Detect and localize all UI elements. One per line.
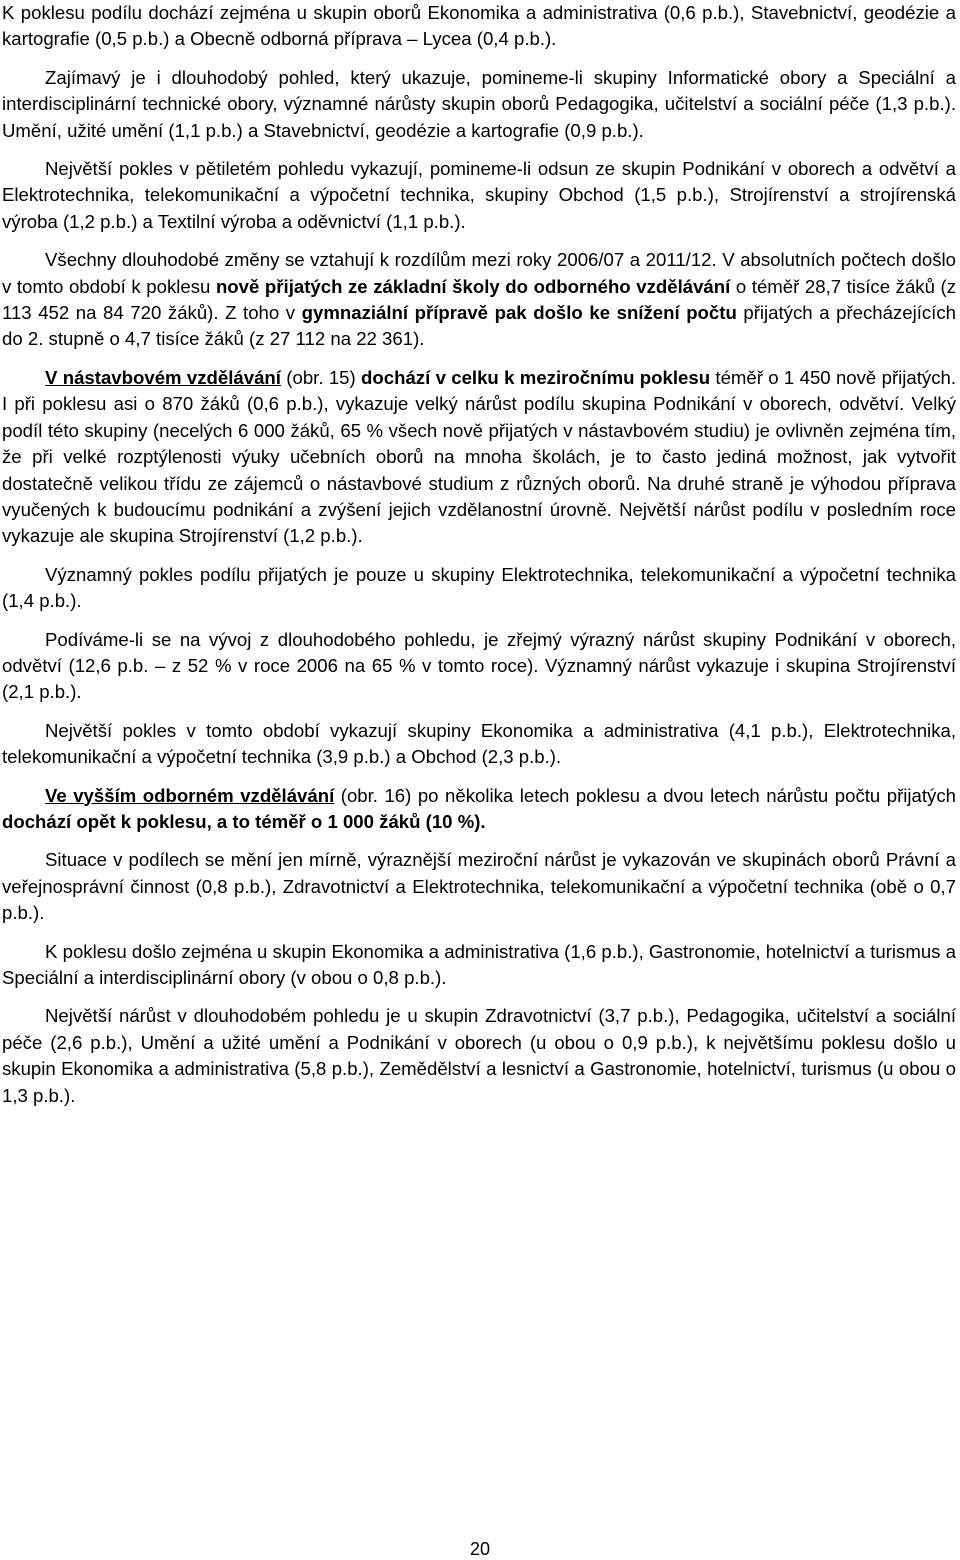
body-text: Významný pokles podílu přijatých je pouze u skupiny Elektrotechnika, telekomunikační a výpočetní technika (1,4 p.b.).	[2, 563, 956, 612]
paragraph	[2, 1003, 956, 1109]
paragraph	[2, 0, 956, 53]
section-heading-text: V nástavbovém vzdělávání	[45, 366, 281, 388]
paragraph	[2, 365, 956, 550]
body-text: K poklesu došlo zejména u skupin Ekonomika a administrativa (1,6 p.b.), Gastronomie, hotelnictví a turismus a Speciální a interdisciplinární obory (v obou o 0,8 p.b.).	[2, 940, 956, 988]
body-text: Největší nárůst v dlouhodobém pohledu je u skupin Zdravotnictví (3,7 p.b.), Pedagogika, učitelství a sociální péče (2,6 p.b.), Umění a užité umění a Podnikání v oborech (u obou o 0,9 p.b.), k největšímu poklesu došlo u skupin Ekonomika a administrativa (5,8 p.b.), Zemědělství a lesnictví a Gastronomie, hotelnictví, turismus (u obou o 1,3 p.b.).	[2, 1005, 956, 1106]
body-text: (obr. 15)	[280, 366, 362, 388]
document-page	[2, 0, 956, 1121]
body-text: téměř o 1 450 nově přijatých. I při poklesu asi o 870 žáků (0,6 p.b.), vykazuje velký nárůst podílu skupina Podnikání v oborech, odvětví. Velký podíl této skupiny (necelých 6 000 žáků, 65 % všech nově přijatých v nástavbovém studiu) je ovlivněn zejména tím, že při velké rozptýlenosti výuky učebních oborů na mnoha školách, je to často jediná možnost, jak vytvořit dostatečně velikou třídu ze zájemců o nástavbové studium z různých oborů. Na druhé straně je výhodou příprava vyučených k budoucímu podnikání a zvýšení jejich vzdělanostní úrovně. Největší nárůst podílu v posledním roce vykazuje ale skupina Strojírenství (1,2 p.b.).	[2, 366, 957, 547]
emphasis-text: nově přijatých ze základní školy do odborného vzdělávání	[215, 275, 731, 297]
body-text: o téměř 28,7 tisíce žáků (z 113 452 na 84 720 žáků). Z toho v	[2, 275, 956, 324]
paragraph	[2, 627, 956, 706]
paragraph	[2, 939, 956, 992]
body-text: (obr. 16) po několika letech poklesu a dvou letech nárůstu počtu přijatých	[334, 784, 956, 806]
paragraph	[2, 247, 956, 353]
body-text: K poklesu podílu dochází zejména u skupin oborů Ekonomika a administrativa (0,6 p.b.), Stavebnictví, geodézie a kartografie (0,5 p.b.) a Obecně odborná příprava – Lycea (0,4 p.b.).	[2, 2, 956, 50]
body-text: Situace v podílech se mění jen mírně, výraznější meziroční nárůst je vykazován ve skupinách oborů Právní a veřejnosprávní činnost (0,8 p.b.), Zdravotnictví a Elektrotechnika, telekomunikační a výpočetní technika (obě o 0,7 p.b.).	[2, 849, 956, 924]
body-text: Podíváme-li se na vývoj z dlouhodobého pohledu, je zřejmý výrazný nárůst skupiny Podnikání v oborech, odvětví (12,6 p.b. – z 52 % v roce 2006 na 65 % v tomto roce). Významný nárůst vykazuje i skupina Strojírenství (2,1 p.b.).	[2, 628, 956, 703]
paragraph	[2, 562, 956, 615]
emphasis-text: gymnaziální přípravě pak došlo ke snížení počtu	[301, 302, 737, 324]
body-text: přijatých a přecházejících do 2. stupně o 4,7 tisíce žáků (z 27 112 na 22 361).	[2, 302, 956, 350]
paragraph	[2, 156, 956, 235]
body-text: Největší pokles v tomto období vykazují skupiny Ekonomika a administrativa (4,1 p.b.), Elektrotechnika, telekomunikační a výpočetní technika (3,9 p.b.) a Obchod (2,3 p.b.).	[2, 719, 956, 768]
body-text: Všechny dlouhodobé změny se vztahují k rozdílům mezi roky 2006/07 a 2011/12. V absolutních počtech došlo v tomto období k poklesu	[2, 249, 956, 297]
page-number: 20	[469, 1539, 491, 1559]
paragraph	[2, 847, 956, 926]
paragraph	[2, 783, 956, 836]
paragraph	[2, 65, 956, 144]
paragraph	[2, 718, 956, 771]
body-text: Zajímavý je i dlouhodobý pohled, který ukazuje, pomineme-li skupiny Informatické obory a Speciální a interdisciplinární technické obory, významné nárůsty skupin oborů Pedagogika, učitelství a sociální péče (1,3 p.b.). Umění, užité umění (1,1 p.b.) a Stavebnictví, geodézie a kartografie (0,9 p.b.).	[2, 66, 956, 141]
section-heading-text: Ve vyšším odborném vzdělávání	[45, 784, 335, 806]
emphasis-text: dochází v celku k meziročnímu poklesu	[361, 366, 711, 388]
emphasis-text: dochází opět k poklesu, a to téměř o 1 000 žáků (10 %).	[2, 810, 486, 832]
body-text: Největší pokles v pětiletém pohledu vykazují, pomineme-li odsun ze skupin Podnikání v oborech a odvětví a Elektrotechnika, telekomunikační a výpočetní technika, skupiny Obchod (1,5 p.b.), Strojírenství a strojírenská výroba (1,2 p.b.) a Textilní výroba a oděvnictví (1,1 p.b.).	[2, 158, 956, 232]
